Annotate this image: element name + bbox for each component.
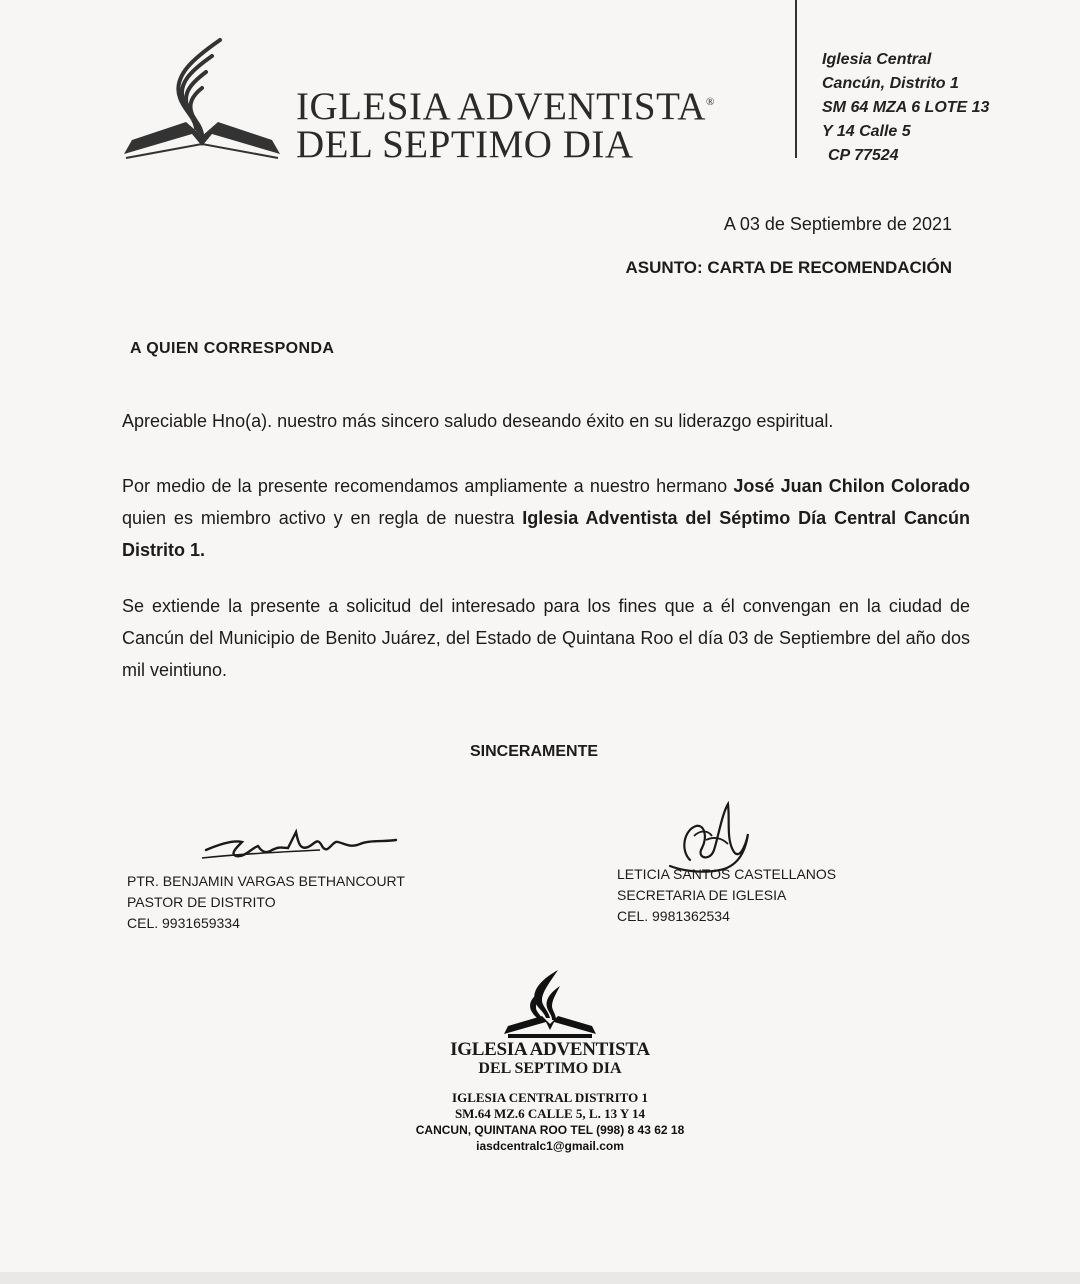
paragraph-purpose: Se extiende la presente a solicitud del interesado para los fines que a él convengan en la ciudad de Cancún del Municipio de Benito Juárez, del Estado de Quintana Roo el día 03 de Septiembre del año dos mil veintiuno.	[122, 596, 970, 680]
text-span: Por medio de la presente recomendamos ampliamente a nuestro hermano	[122, 476, 734, 496]
org-name-line1: IGLESIA ADVENTISTA	[296, 85, 706, 128]
signer-pastor	[127, 871, 405, 934]
seal-contact	[360, 1090, 740, 1154]
seal-name-line1: IGLESIA ADVENTISTA	[450, 1039, 650, 1060]
address-line: Iglesia Central	[822, 51, 932, 68]
address-line: CP 77524	[828, 147, 899, 164]
letter-subject: ASUNTO: CARTA DE RECOMENDACIÓN	[625, 258, 952, 277]
address-line: Cancún, Distrito 1	[822, 75, 959, 92]
address-line: SM 64 MZA 6 LOTE 13	[822, 99, 990, 116]
signer-secretary	[617, 864, 836, 927]
seal-logo-icon	[500, 968, 600, 1040]
header-divider	[795, 0, 797, 158]
church-name: Iglesia Adventista del Séptimo Día Central Cancún Distrito 1.	[122, 508, 970, 560]
pastor-signature	[200, 818, 400, 866]
address-line: Y 14 Calle 5	[822, 123, 911, 140]
closing: SINCERAMENTE	[470, 743, 599, 760]
seal-line: CANCUN, QUINTANA ROO TEL (998) 8 43 62 18	[415, 1123, 685, 1137]
letter-greeting: A QUIEN CORRESPONDA	[130, 340, 335, 357]
seal-name-line2: DEL SEPTIMO DIA	[478, 1060, 622, 1077]
church-address	[822, 48, 989, 168]
paragraph-recommendation	[122, 470, 970, 566]
seal-line: IGLESIA CENTRAL DISTRITO 1	[452, 1090, 648, 1105]
seal-organization	[400, 1040, 700, 1077]
signer-name: PTR. BENJAMIN VARGAS BETHANCOURT	[127, 873, 405, 889]
paragraph-greeting: Apreciable Hno(a). nuestro más sincero saludo deseando éxito en su liderazgo espiritual.	[122, 411, 834, 431]
signer-role: SECRETARIA DE IGLESIA	[617, 887, 787, 903]
letter-date: A 03 de Septiembre de 2021	[723, 214, 952, 234]
adventist-logo-icon	[122, 36, 282, 162]
signer-phone: CEL. 9981362534	[617, 908, 730, 924]
seal-line: SM.64 MZ.6 CALLE 5, L. 13 Y 14	[454, 1106, 646, 1121]
organization-name	[296, 82, 715, 165]
org-name-line2: DEL SEPTIMO DIA	[296, 123, 634, 166]
text-span: quien es miembro activo y en regla de nuestra	[122, 508, 523, 528]
signer-role: PASTOR DE DISTRITO	[127, 894, 276, 910]
seal-email: iasdcentralc1@gmail.com	[476, 1139, 624, 1153]
page-bottom-edge	[0, 1272, 1080, 1284]
registered-mark: ®	[705, 96, 715, 108]
signer-name: LETICIA SANTOS CASTELLANOS	[617, 866, 837, 882]
signer-phone: CEL. 9931659334	[127, 915, 240, 931]
member-name: José Juan Chilon Colorado	[733, 476, 970, 496]
